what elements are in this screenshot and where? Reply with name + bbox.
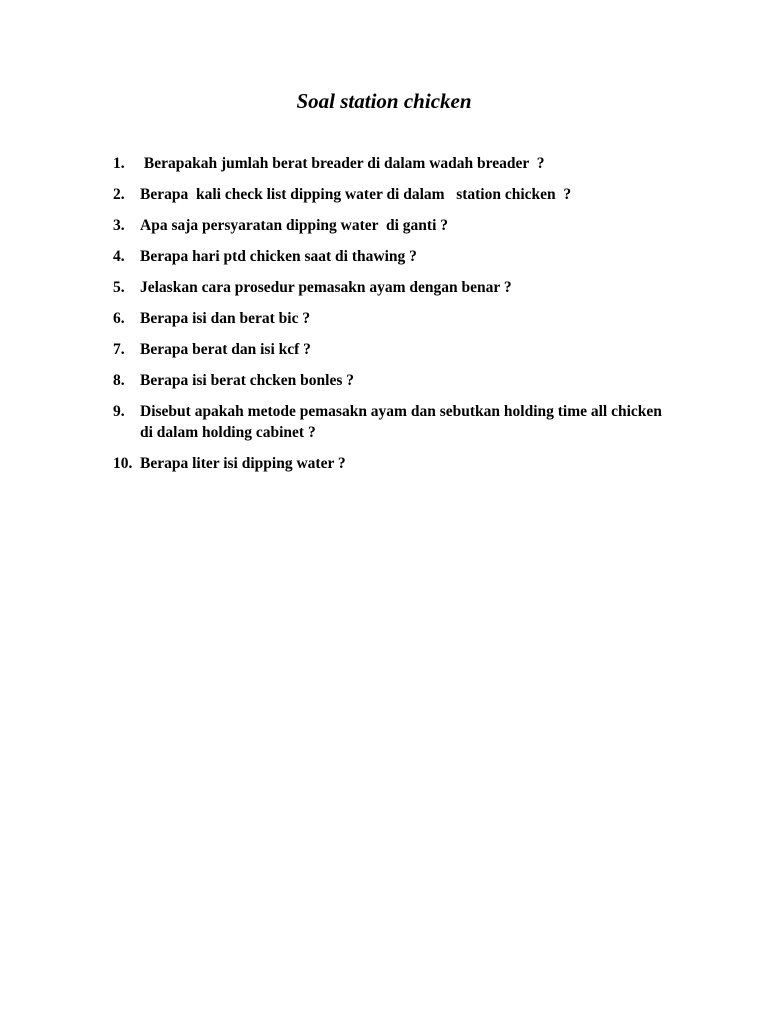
question-text: Berapa isi berat chcken bonles ? <box>140 372 354 389</box>
question-text: Berapa berat dan isi kcf ? <box>140 341 311 358</box>
question-text: Disebut apakah metode pemasakn ayam dan sebutkan holding time all chicken di dalam holding cabinet ? <box>140 403 666 441</box>
list-item <box>113 339 673 360</box>
page-title: Soal station chicken <box>296 89 472 113</box>
list-item <box>113 277 673 298</box>
list-item <box>113 453 673 474</box>
question-text: Apa saja persyaratan dipping water di ganti ? <box>140 217 449 234</box>
question-number: 1. <box>113 155 125 172</box>
question-number: 5. <box>113 279 125 296</box>
question-number: 9. <box>113 403 125 420</box>
list-item <box>113 184 673 205</box>
list-item <box>113 370 673 391</box>
question-number: 3. <box>113 217 125 234</box>
question-number: 4. <box>113 248 125 265</box>
list-item <box>113 401 673 443</box>
question-number: 6. <box>113 310 125 327</box>
question-number: 2. <box>113 186 125 203</box>
question-text: Berapa liter isi dipping water ? <box>140 455 346 472</box>
list-item <box>113 308 673 329</box>
question-list <box>113 153 673 484</box>
question-text: Berapa isi dan berat bic ? <box>140 310 311 327</box>
question-text: Berapa hari ptd chicken saat di thawing ? <box>140 248 417 265</box>
list-item <box>113 153 673 174</box>
question-number: 10. <box>113 455 133 472</box>
question-text: Jelaskan cara prosedur pemasakn ayam dengan benar ? <box>140 279 512 296</box>
list-item <box>113 246 673 267</box>
question-number: 8. <box>113 372 125 389</box>
question-number: 7. <box>113 341 125 358</box>
question-text: Berapa kali check list dipping water di dalam station chicken ? <box>140 186 572 203</box>
question-text: Berapakah jumlah berat breader di dalam wadah breader ? <box>140 155 545 172</box>
list-item <box>113 215 673 236</box>
